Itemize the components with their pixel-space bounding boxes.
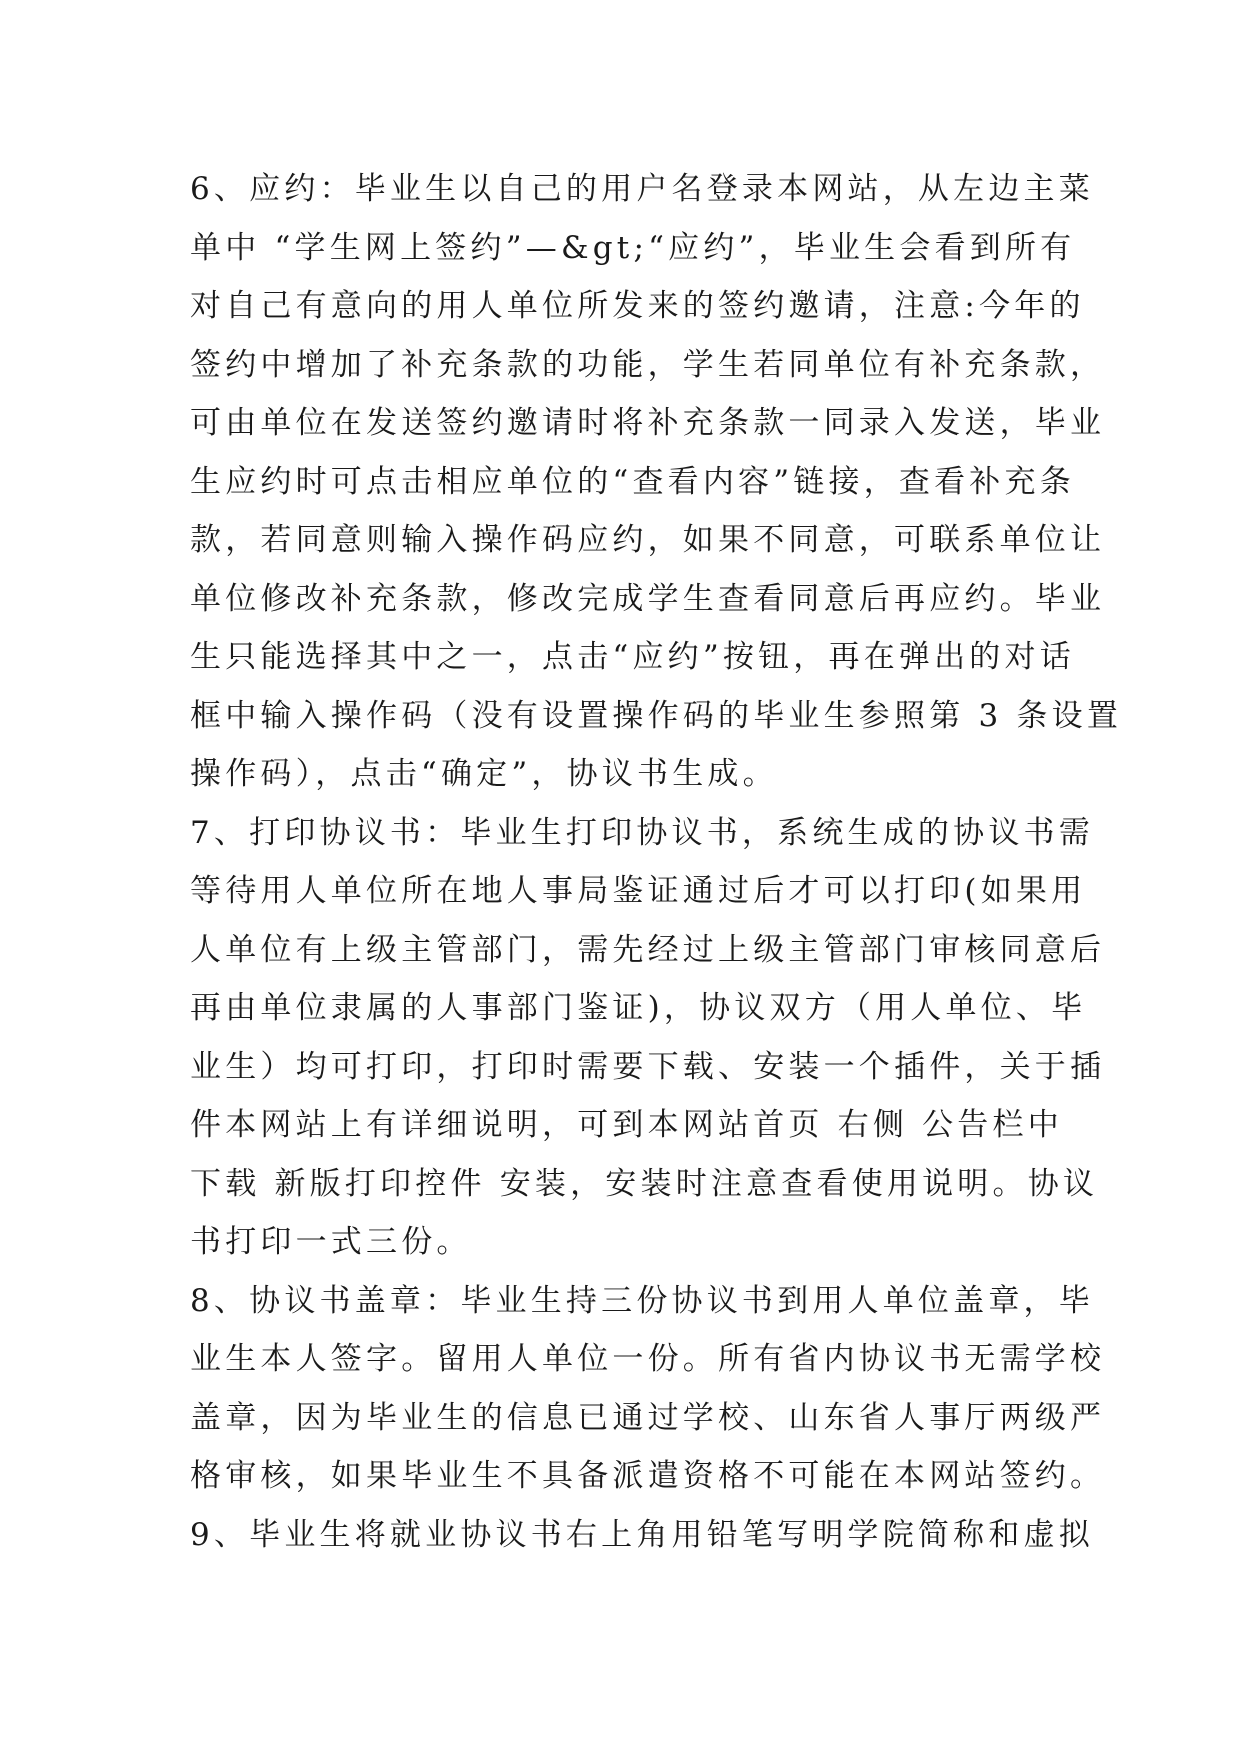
text-line: 7、打印协议书：毕业生打印协议书，系统生成的协议书需 [190, 814, 1094, 851]
text-line: 件本网站上有详细说明，可到本网站首页 右侧 公告栏中 [190, 1107, 1063, 1143]
text-line: 对自己有意向的用人单位所发来的签约邀请，注意:今年的 [190, 288, 1085, 324]
text-line: 操作码），点击“确定”，协议书生成。 [190, 756, 778, 792]
text-line: 业生）均可打印，打印时需要下载、安装一个插件，关于插 [190, 1048, 1106, 1085]
text-line: 下载 新版打印控件 安装，安装时注意查看使用说明。协议 [190, 1165, 1099, 1202]
text-line: 签约中增加了补充条款的功能，学生若同单位有补充条款， [190, 346, 1106, 383]
text-line: 业生本人签字。留用人单位一份。所有省内协议书无需学校 [190, 1341, 1106, 1377]
text-line: 款，若同意则输入操作码应约，如果不同意，可联系单位让 [190, 522, 1106, 558]
body-text [190, 160, 1123, 1564]
text-line: 等待用人单位所在地人事局鉴证通过后才可以打印(如果用 [190, 873, 1087, 909]
text-line: 生应约时可点击相应单位的“查看内容”链接，查看补充条 [190, 463, 1075, 500]
text-line: 9、毕业生将就业协议书右上角用铅笔写明学院简称和虚拟 [190, 1516, 1094, 1553]
text-line: 生只能选择其中之一，点击“应约”按钮，再在弹出的对话 [190, 639, 1075, 675]
text-line: 盖章，因为毕业生的信息已通过学校、山东省人事厅两级严 [190, 1399, 1106, 1436]
text-line: 人单位有上级主管部门，需先经过上级主管部门审核同意后 [190, 931, 1106, 968]
text-line: 再由单位隶属的人事部门鉴证)，协议双方（用人单位、毕 [190, 990, 1087, 1026]
text-line: 框中输入操作码（没有设置操作码的毕业生参照第 3 条设置 [190, 697, 1123, 734]
text-line: 书打印一式三份。 [190, 1224, 472, 1260]
text-line: 8、协议书盖章：毕业生持三份协议书到用人单位盖章，毕 [190, 1282, 1094, 1319]
text-line: 可由单位在发送签约邀请时将补充条款一同录入发送，毕业 [190, 405, 1106, 441]
text-line: 单位修改补充条款，修改完成学生查看同意后再应约。毕业 [190, 580, 1106, 617]
text-line: 6、应约：毕业生以自己的用户名登录本网站，从左边主菜 [190, 171, 1094, 207]
text-line: 单中 “学生网上签约”—&gt;“应约”，毕业生会看到所有 [190, 229, 1076, 266]
text-line: 格审核，如果毕业生不具备派遣资格不可能在本网站签约。 [190, 1458, 1106, 1494]
